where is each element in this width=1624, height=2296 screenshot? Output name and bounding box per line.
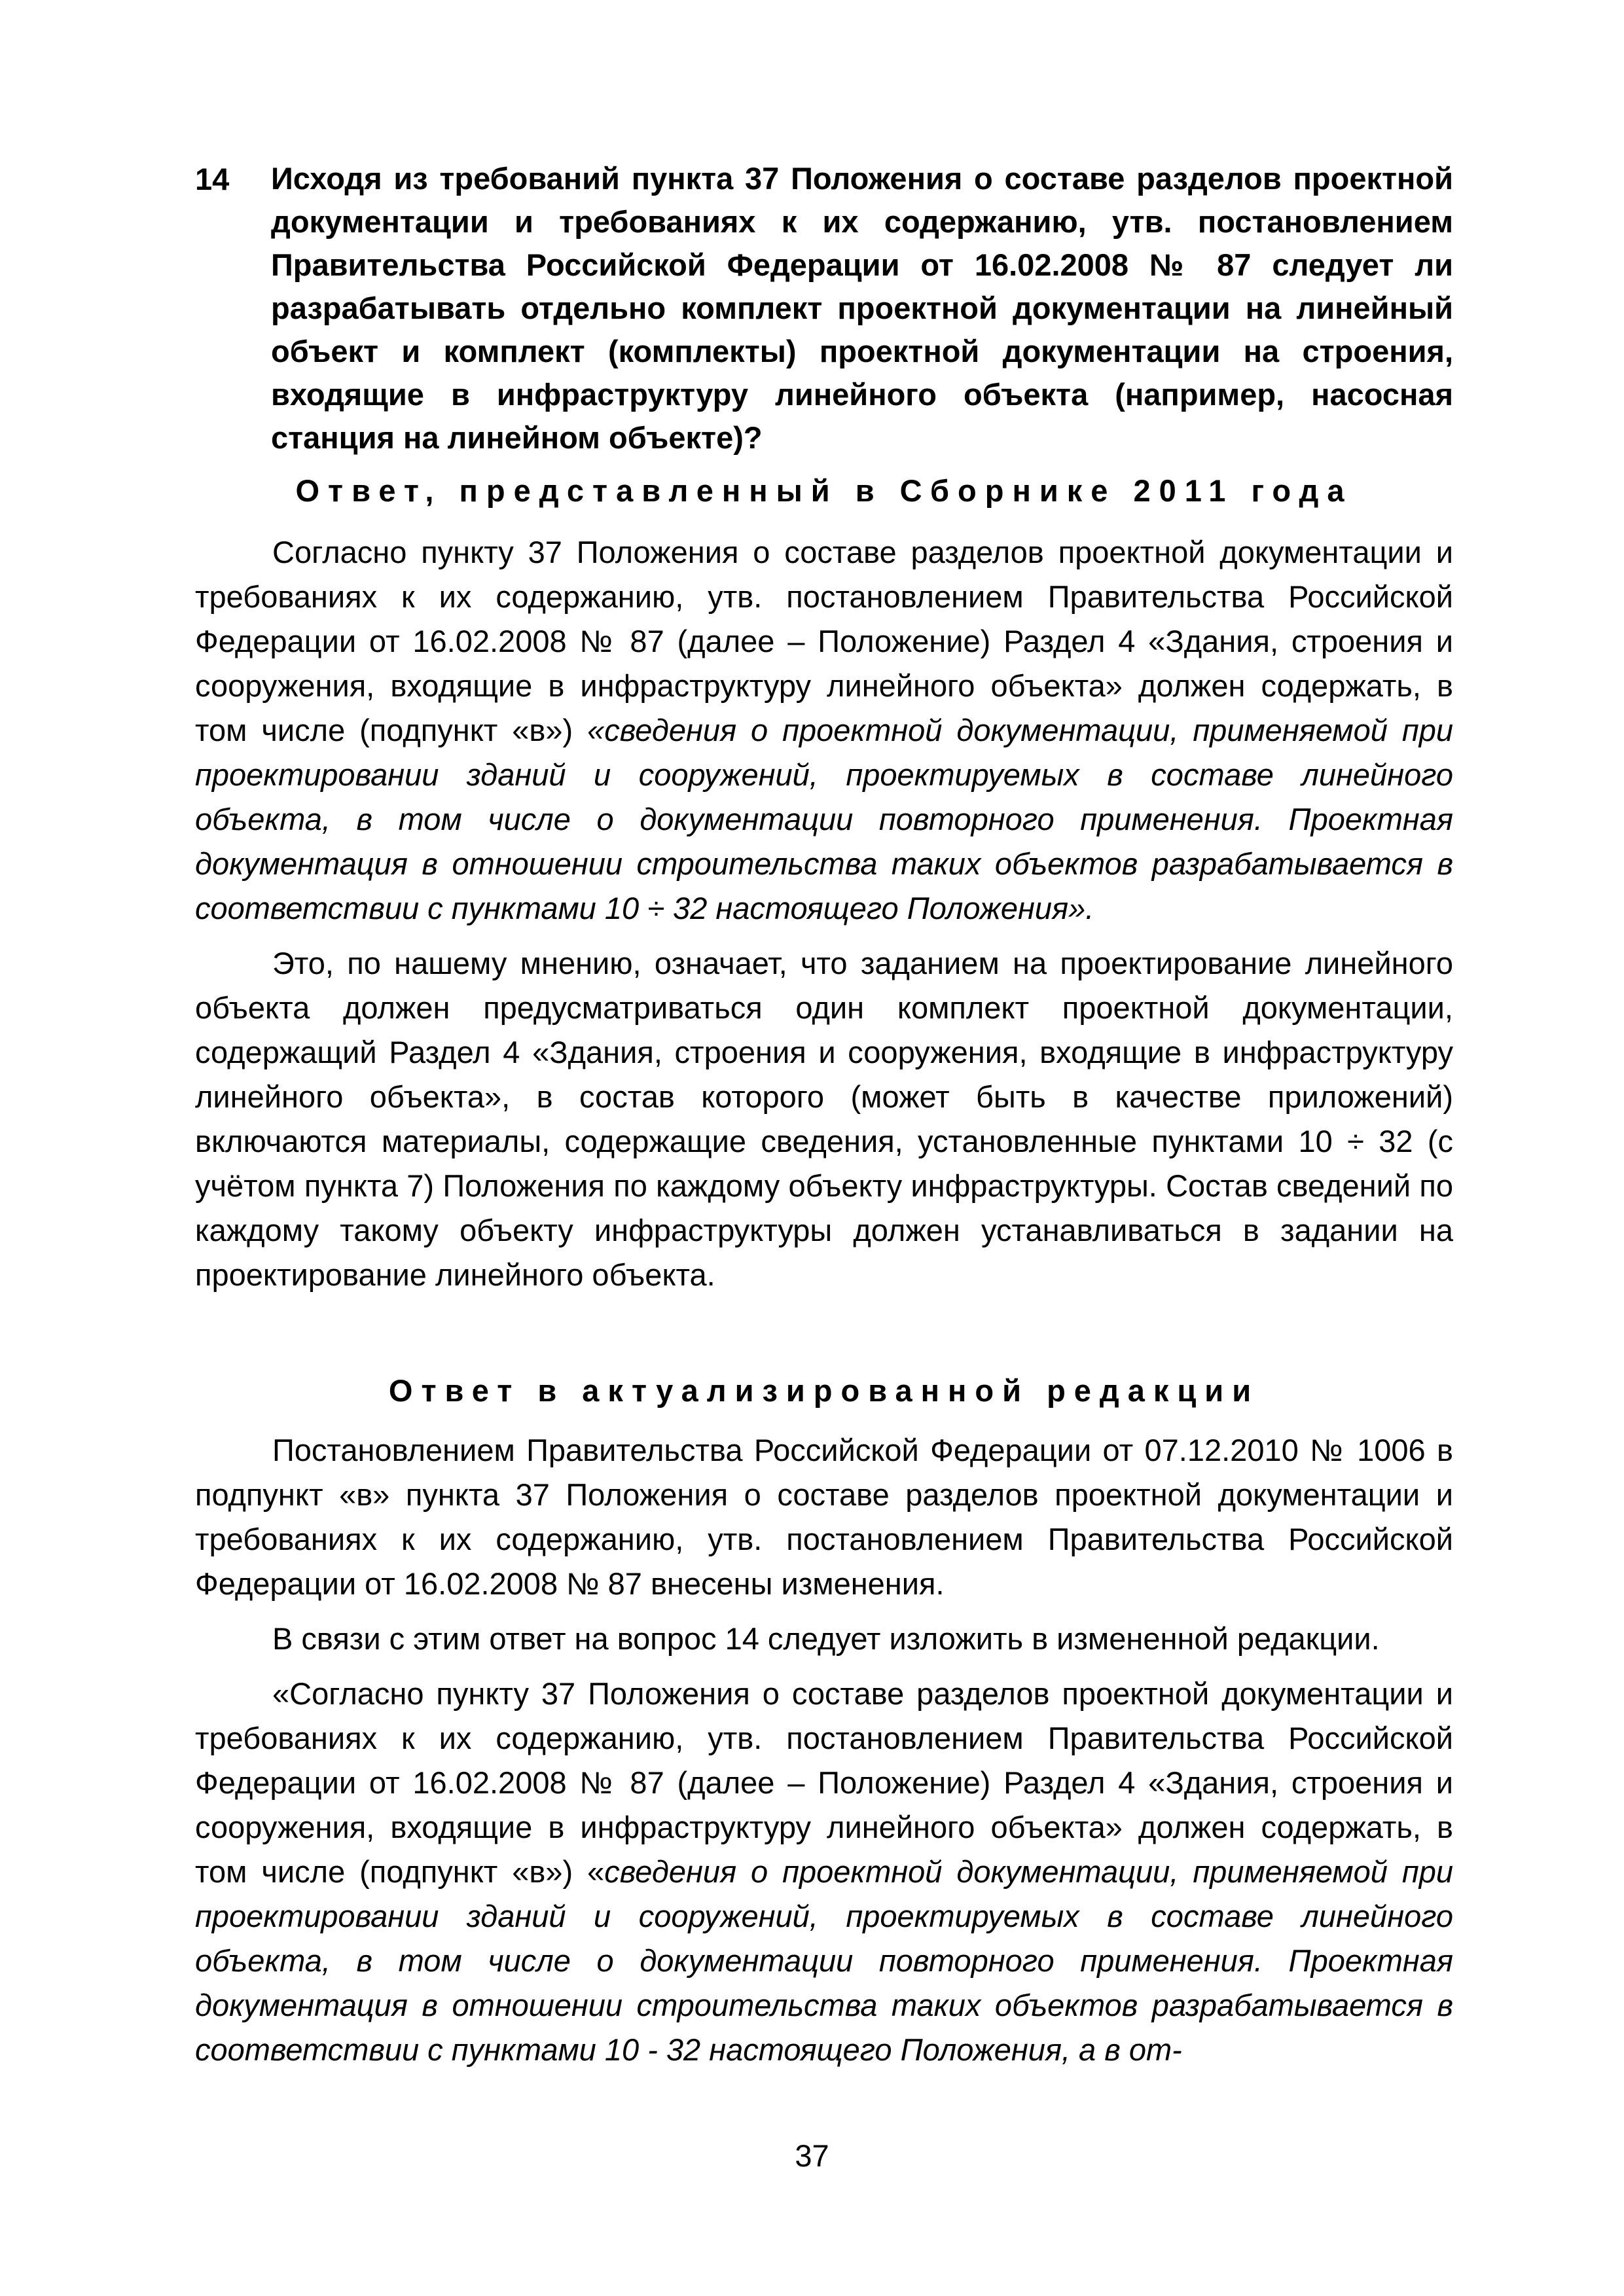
page-number: 37 (795, 2138, 829, 2173)
answer-updated-p3-quote: сведения о проектной документации, применяемой при проектировании зданий и сооружений, проектируемых в составе линейного объекта, в том числе о документации повторного применения. Проектная документация в отношении строительства таких объектов разрабатывается в соответствии с пунктами 10 - 32 настоящего Положения, а в от- (195, 1854, 1453, 2067)
answer-2011-body (195, 530, 1453, 1297)
answer-updated-heading: Ответ в актуализированной редакции (388, 1373, 1260, 1408)
question-number: 14 (195, 162, 230, 196)
answer-2011-heading: Ответ, представленный в Сборнике 2011 года (295, 473, 1353, 508)
answer-updated-body (195, 1428, 1453, 2072)
question-text: Исходя из требований пункта 37 Положения о составе разделов проектной документации и требованиях к их содержанию, утв. постановлением Правительства Российской Федерации от 16.02.2008 № 87 следует ли разрабатывать отдельно комплект проектной документации на линейный объект и комплект (комплекты) проектной документации на строения, входящие в инфраструктуру линейного объекта (например, насосная станция на линейном объекте)? (271, 161, 1453, 455)
answer-2011-paragraph-1 (195, 530, 1453, 931)
answer-updated-paragraph-1: Постановлением Правительства Российской Федерации от 07.12.2010 № 1006 в подпункт «в» пункта 37 Положения о составе разделов проектной документации и требованиях к их содержанию, утв. постановлением Правительства Российской Федерации от 16.02.2008 № 87 внесены изменения. (195, 1433, 1453, 1601)
answer-updated-paragraph-2: В связи с этим ответ на вопрос 14 следует изложить в измененной редакции. (272, 1621, 1380, 1656)
answer-2011-p1-quote: «сведения о проектной документации, применяемой при проектировании зданий и сооружений, проектируемых в составе линейного объекта, в том числе о документации повторного применения. Проектная документация в отношении строительства таких объектов разрабатывается в соответствии с пунктами 10 ÷ 32 настоящего Положения». (195, 713, 1453, 925)
answer-2011-p1-text: Согласно пункту 37 Положения о составе разделов проектной документации и требованиях к их содержанию, утв. постановлением Правительства Российской Федерации от 16.02.2008 № 87 (далее – Положение) Раздел 4 «Здания, строения и сооружения, входящие в инфраструктуру линейного объекта» должен содержать, в том числе (подпункт «в») (195, 535, 1453, 747)
answer-updated-paragraph-3 (195, 1672, 1453, 2072)
answer-updated-p3-text: «Согласно пункту 37 Положения о составе разделов проектной документации и требованиях к их содержанию, утв. постановлением Правительства Российской Федерации от 16.02.2008 № 87 (далее – Положение) Раздел 4 «Здания, строения и сооружения, входящие в инфраструктуру линейного объекта» должен содержать, в том числе (подпункт «в») « (195, 1676, 1453, 1889)
answer-2011-paragraph-2: Это, по нашему мнению, означает, что заданием на проектирование линейного объекта должен предусматриваться один комплект проектной документации, содержащий Раздел 4 «Здания, строения и сооружения, входящие в инфраструктуру линейного объекта», в состав которого (может быть в качестве приложений) включаются материалы, содержащие сведения, установленные пунктами 10 ÷ 32 (с учётом пункта 7) Положения по каждому объекту инфраструктуры. Состав сведений по каждому такому объекту инфраструктуры должен устанавливаться в задании на проектирование линейного объекта. (195, 946, 1453, 1292)
